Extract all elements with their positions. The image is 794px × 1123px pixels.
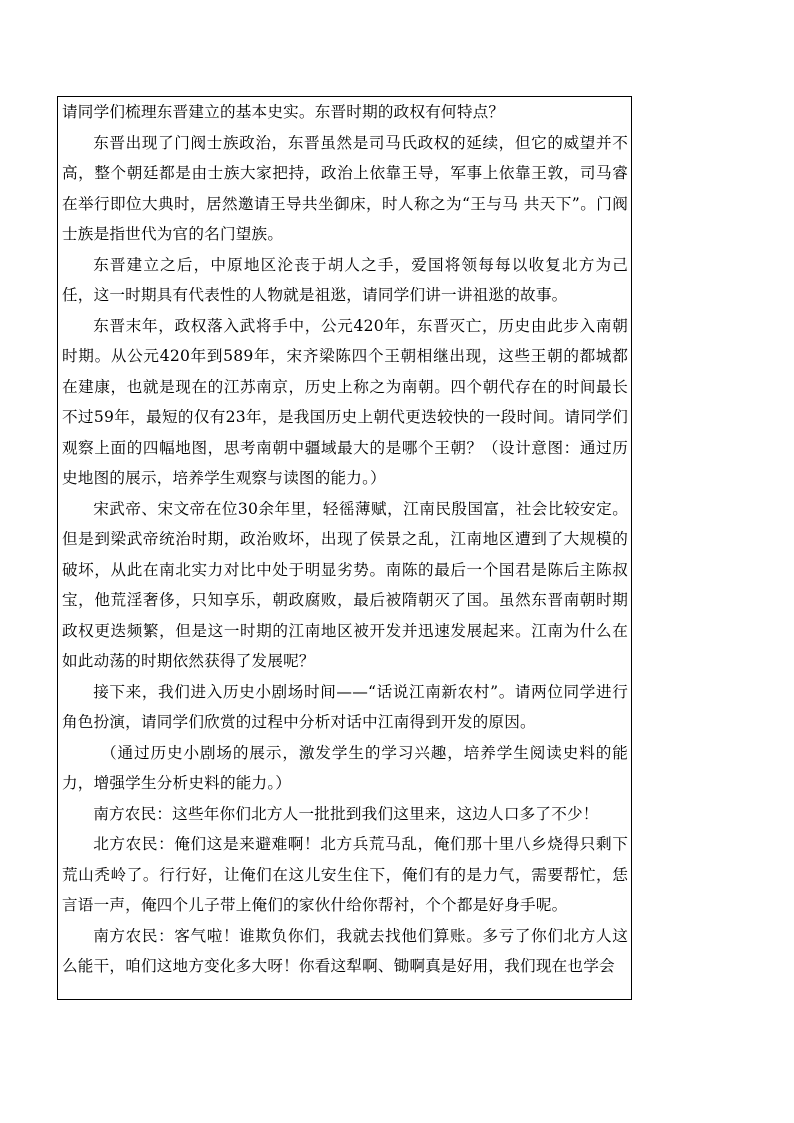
document-frame	[57, 96, 632, 1000]
dialogue-north-farmer-1: 北方农民：俺们这是来避难啊！北方兵荒马乱，俺们那十里八乡烧得只剩下荒山秃岭了。行行好，让俺们在这儿安生住下，俺们有的是力气，需要帮忙，恁言语一声，俺四个儿子带上俺们的家伙什给你帮衬，个个都是好身手呢。	[62, 835, 628, 914]
paragraph-design-note: （通过历史小剧场的展示，激发学生的学习兴趣，培养学生阅读史料的能力，增强学生分析史料的能力。）	[62, 743, 628, 792]
paragraph-song-liang-chen: 宋武帝、宋文帝在位30余年里，轻徭薄赋，江南民殷国富，社会比较安定。但是到梁武帝统治时期，政治败坏，出现了侯景之乱，江南地区遭到了大规模的破坏，从此在南北实力对比中处于明显劣势。南陈的最后一个国君是陈后主陈叔宝，他荒淫奢侈，只知享乐，朝政腐败，最后被隋朝灭了国。虽然东晋南朝时期政权更迭频繁，但是这一时期的江南地区被开发并迅速发展起来。江南为什么在如此动荡的时期依然获得了发展呢？	[62, 499, 628, 670]
paragraph-history-theater: 接下来，我们进入历史小剧场时间——“话说江南新农村”。请两位同学进行角色扮演，请同学们欣赏的过程中分析对话中江南得到开发的原因。	[62, 682, 628, 731]
dialogue-south-farmer-1: 南方农民：这些年你们北方人一批批到我们这里来，这边人口多了不少！	[93, 804, 599, 823]
dialogue-south-farmer-2: 南方农民：客气啦！谁欺负你们，我就去找他们算账。多亏了你们北方人这么能干，咱们这地方变化多大呀！你看这犁啊、锄啊真是好用，我们现在也学会	[62, 926, 628, 975]
paragraph-southern-dynasties: 东晋末年，政权落入武将手中，公元420年，东晋灭亡，历史由此步入南朝时期。从公元420年到589年，宋齐梁陈四个王朝相继出现，这些王朝的都城都在建康，也就是现在的江苏南京，历史上称之为南朝。四个朝代存在的时间最长不过59年，最短的仅有23年，是我国历史上朝代更迭较快的一段时间。请同学们观察上面的四幅地图，思考南朝中疆域最大的是哪个王朝？（设计意图：通过历史地图的展示，培养学生观察与读图的能力。）	[62, 316, 628, 487]
paragraph-zu-ti: 东晋建立之后，中原地区沦丧于胡人之手，爱国将领每每以收复北方为己任，这一时期具有代表性的人物就是祖逖，请同学们讲一讲祖逖的故事。	[62, 255, 628, 304]
document-body	[62, 97, 628, 982]
paragraph-question: 请同学们梳理东晋建立的基本史实。东晋时期的政权有何特点？	[62, 103, 505, 121]
paragraph-eastern-jin-politics: 东晋出现了门阀士族政治，东晋虽然是司马氏政权的延续，但它的威望并不高，整个朝廷都是由士族大家把持，政治上依靠王导，军事上依靠王敦，司马睿在举行即位大典时，居然邀请王导共坐御床，时人称之为“王与马 共天下”。门阀士族是指世代为官的名门望族。	[62, 133, 628, 243]
